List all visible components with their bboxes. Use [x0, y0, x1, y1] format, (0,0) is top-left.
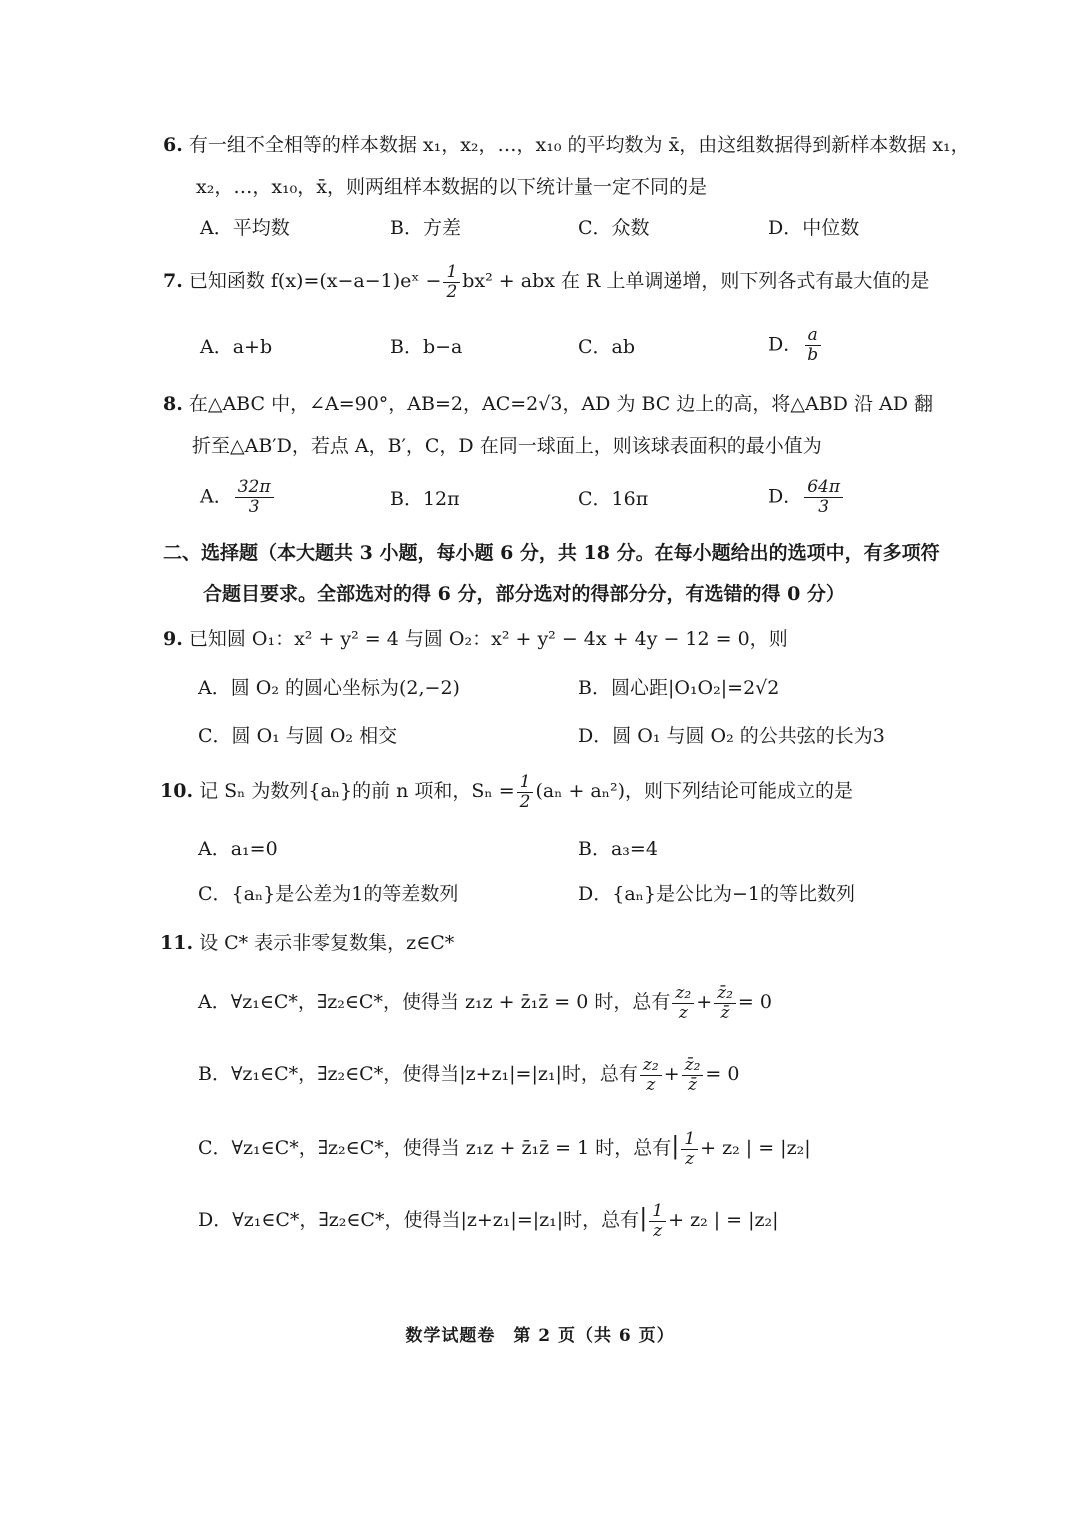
- fraction: [443, 263, 460, 302]
- numerator: 1: [517, 773, 534, 793]
- denominator: z: [653, 1220, 663, 1241]
- q6-option-c: C．众数: [578, 217, 650, 239]
- option-text: B．∀z₁∈C*，∃z₂∈C*，使得当|z+z₁|=|z₁|时，总有: [198, 1063, 638, 1085]
- question-number: 9.: [163, 628, 183, 650]
- q10-option-b: B．a₃=4: [578, 838, 658, 860]
- fraction: [640, 1056, 662, 1095]
- option-tail: = 0: [705, 1063, 740, 1085]
- denominator: z: [678, 1002, 688, 1023]
- q7-option-a: A．a+b: [200, 336, 273, 358]
- numerator: 1: [649, 1202, 666, 1222]
- q7-option-b: B．b−a: [390, 336, 463, 358]
- fraction: [235, 478, 274, 517]
- q9-option-a: A．圆 O₂ 的圆心坐标为(2,−2): [198, 677, 460, 699]
- page-footer: 数学试题卷 第 2 页（共 6 页）: [405, 1326, 675, 1346]
- question-8: [163, 391, 933, 417]
- denominator: z̄: [688, 1074, 697, 1095]
- section-heading-line2: 合题目要求。全部选对的得 6 分，部分选对的得部分分，有选错的得 0 分）: [203, 583, 845, 605]
- denominator: 3: [248, 497, 260, 517]
- question-9: [163, 626, 788, 652]
- option-text: A．∀z₁∈C*，∃z₂∈C*，使得当 z₁z + z̄₁z̄ = 0 时，总有: [198, 991, 671, 1013]
- question-number: 6.: [163, 134, 183, 156]
- denominator: 2: [446, 281, 458, 302]
- question-text-pre: 记 Sₙ 为数列{aₙ}的前 n 项和，Sₙ =: [199, 780, 515, 802]
- question-number: 7.: [163, 270, 183, 292]
- q8-option-d: [768, 478, 845, 517]
- denominator: z: [646, 1074, 656, 1095]
- q10-option-a: A．a₁=0: [198, 838, 278, 860]
- option-text: D．∀z₁∈C*，∃z₂∈C*，使得当|z+z₁|=|z₁|时，总有: [198, 1209, 640, 1231]
- q10-option-d: D．{aₙ}是公比为−1的等比数列: [578, 883, 855, 905]
- question-text-post: (aₙ + aₙ²)，则下列结论可能成立的是: [535, 780, 853, 802]
- q9-option-b: B．圆心距|O₁O₂|=2√2: [578, 677, 780, 699]
- section-heading: 二、选择题（本大题共 3 小题，每小题 6 分，共 18 分。在每小题给出的选项中，有多项符: [163, 542, 940, 564]
- fraction: [649, 1202, 666, 1241]
- q8-option-a: [200, 478, 276, 517]
- option-label: A．: [200, 485, 233, 508]
- q11-option-a: A．∀z₁∈C*，∃z₂∈C*，使得当 z₁z + z̄₁z̄ = 0 时，总有 $\frac{\text{z₂}}{z}$ + $\frac{\text{z̄₂}}{z̄}$ = 0: [198, 982, 772, 1023]
- fraction: [672, 984, 694, 1023]
- question-8-line2: 折至△AB′D，若点 A，B′，C，D 在同一球面上，则该球表面积的最小值为: [192, 435, 822, 457]
- q6-option-d: D．中位数: [768, 217, 860, 239]
- fraction: [804, 326, 821, 365]
- numerator: 32π: [235, 478, 274, 498]
- denominator: z̄: [720, 1002, 730, 1023]
- question-text: 有一组不全相等的样本数据 x₁，x₂，…，x₁₀ 的平均数为 x̄，由这组数据得到新样本数据 x₁，: [188, 134, 970, 156]
- numerator: z̄₂: [714, 984, 736, 1004]
- question-11: [160, 930, 454, 956]
- q8-option-c: C．16π: [578, 488, 649, 510]
- q7-option-d: [768, 326, 823, 365]
- fraction: [804, 478, 843, 517]
- q7-option-c: C．ab: [578, 336, 636, 358]
- question-6: [163, 132, 970, 158]
- fraction: [682, 1056, 704, 1095]
- question-text-pre: 已知函数 f(x)=(x−a−1)eˣ −: [188, 270, 442, 292]
- q9-option-d: D．圆 O₁ 与圆 O₂ 的公共弦的长为3: [578, 725, 885, 747]
- numerator: z̄₂: [682, 1056, 704, 1076]
- question-text: 设 C* 表示非零复数集，z∈C*: [199, 932, 455, 954]
- fraction: [517, 773, 534, 812]
- fraction: [681, 1130, 698, 1169]
- numerator: z₂: [672, 984, 694, 1004]
- option-text: C．∀z₁∈C*，∃z₂∈C*，使得当 z₁z + z̄₁z̄ = 1 时，总有: [198, 1137, 672, 1159]
- numerator: a: [805, 326, 821, 346]
- numerator: z₂: [640, 1056, 662, 1076]
- question-number: 10.: [160, 780, 194, 802]
- q9-option-c: C．圆 O₁ 与圆 O₂ 相交: [198, 725, 398, 747]
- option-label: D．: [768, 333, 803, 356]
- q10-option-c: C．{aₙ}是公差为1的等差数列: [198, 883, 459, 905]
- denominator: b: [807, 345, 819, 365]
- question-10: [160, 772, 853, 812]
- numerator: 64π: [804, 478, 843, 498]
- question-text: 已知圆 O₁：x² + y² = 4 与圆 O₂：x² + y² − 4x + 4y − 12 = 0，则: [188, 628, 788, 650]
- question-number: 11.: [160, 932, 194, 954]
- question-7: [163, 262, 929, 302]
- q11-option-b: B．∀z₁∈C*，∃z₂∈C*，使得当|z+z₁|=|z₁|时，总有 $\frac{\text{z₂}}{z}$ + $\frac{\text{z̄₂}}{z̄}$ = 0: [198, 1054, 740, 1095]
- denominator: z: [685, 1148, 695, 1169]
- q8-option-b: B．12π: [390, 488, 460, 510]
- q6-option-b: B．方差: [390, 217, 461, 239]
- option-tail: = 0: [737, 991, 772, 1013]
- denominator: 2: [519, 791, 531, 812]
- numerator: 1: [443, 263, 460, 283]
- q11-option-d: D．∀z₁∈C*，∃z₂∈C*，使得当|z+z₁|=|z₁|时，总有| $\frac{1}{z}$ + z₂ | = |z₂|: [198, 1200, 779, 1241]
- question-6-line2: x₂，…，x₁₀，x̄，则两组样本数据的以下统计量一定不同的是: [196, 176, 707, 198]
- question-text-post: bx² + abx 在 R 上单调递增，则下列各式有最大值的是: [462, 270, 930, 292]
- question-number: 8.: [163, 393, 183, 415]
- option-tail: + z₂ | = |z₂|: [700, 1137, 811, 1159]
- option-label: D．: [768, 485, 803, 508]
- question-text: 在△ABC 中，∠A=90°，AB=2，AC=2√3，AD 为 BC 边上的高，将△ABD 沿 AD 翻: [188, 393, 933, 415]
- denominator: 3: [818, 497, 830, 517]
- option-tail: + z₂ | = |z₂|: [668, 1209, 779, 1231]
- fraction: [714, 984, 736, 1023]
- q11-option-c: C．∀z₁∈C*，∃z₂∈C*，使得当 z₁z + z̄₁z̄ = 1 时，总有| $\frac{1}{z}$ + z₂ | = |z₂|: [198, 1128, 811, 1169]
- numerator: 1: [681, 1130, 698, 1150]
- q6-option-a: A．平均数: [200, 217, 290, 239]
